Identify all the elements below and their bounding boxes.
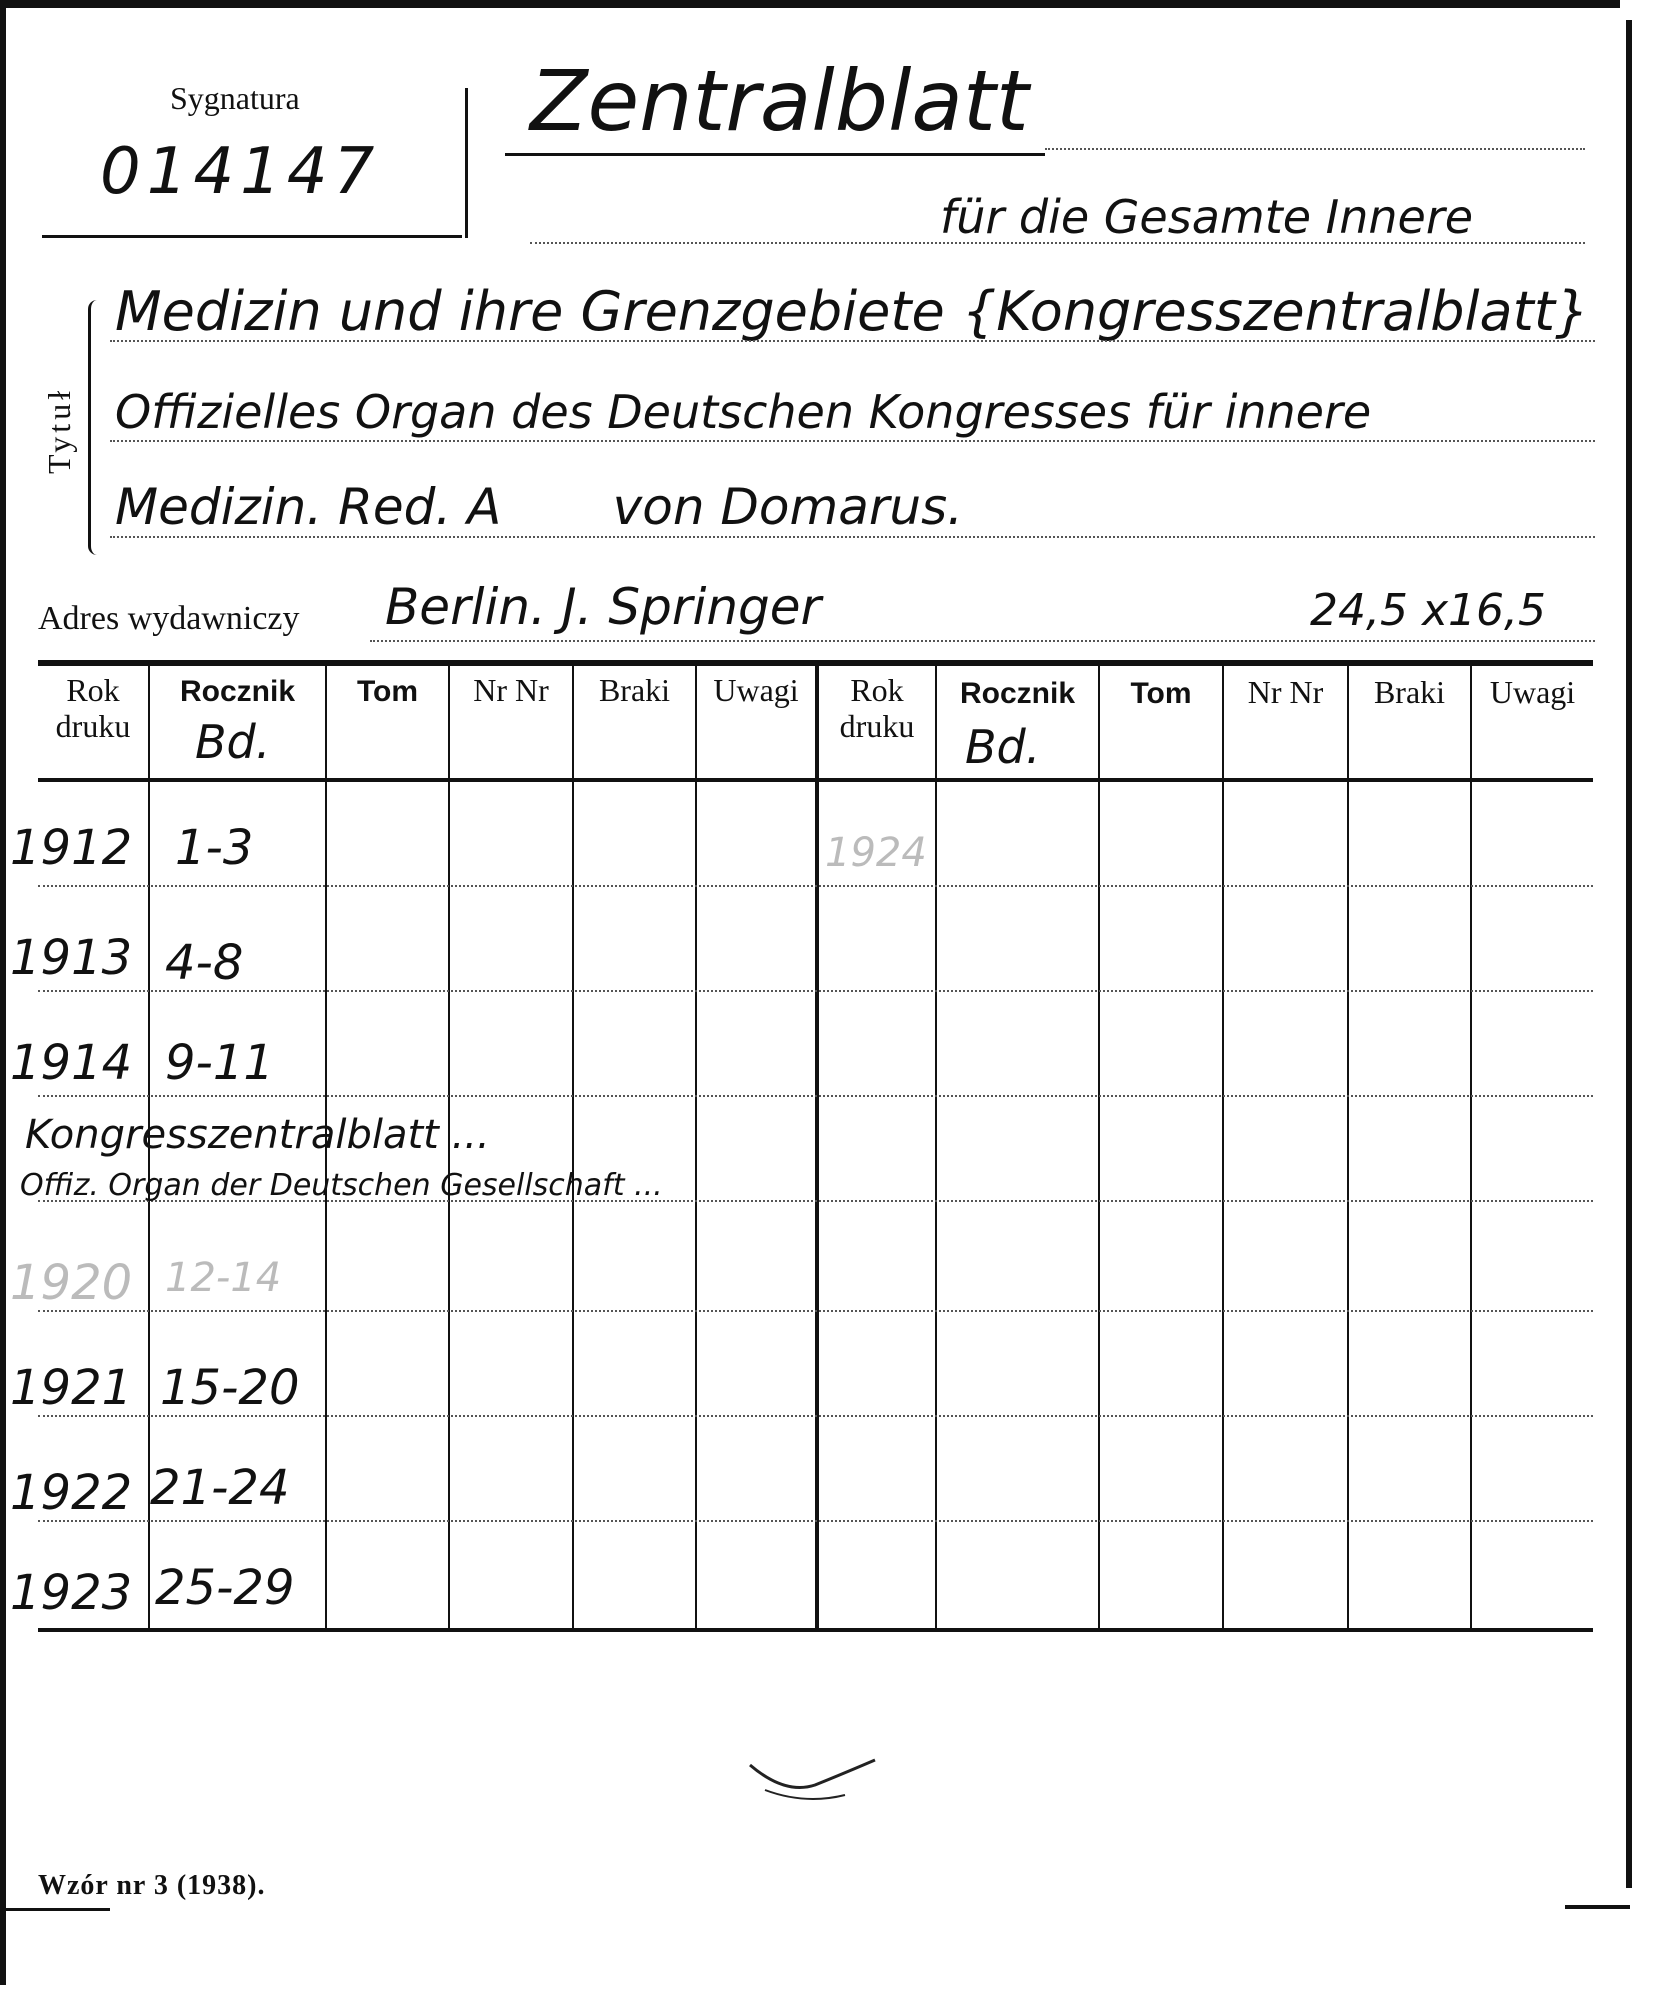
row-6-year: 1922 [10, 1465, 133, 1521]
row-3-year: 1914 [10, 1035, 133, 1091]
tytul-label: Tytuł [41, 386, 77, 474]
row-4-year: 1920 [10, 1255, 133, 1311]
row-1-year: 1912 [10, 820, 133, 876]
tytul-dotline-2 [110, 440, 1595, 442]
publisher-value: Berlin. J. Springer [385, 578, 822, 636]
header-rok-druku: Rok druku [55, 672, 131, 744]
col-line-center [815, 666, 819, 1628]
header-nrnr: Nr Nr [473, 672, 549, 708]
col-line-8 [1098, 666, 1100, 1628]
row-7-year: 1923 [10, 1565, 133, 1621]
header-bd-right: Bd. [965, 720, 1041, 774]
tytul-line-1: Medizin und ihre Grenzgebiete {Kongresszentralblatt} [115, 280, 1590, 343]
header-rocznik: Rocznik [179, 675, 296, 708]
col-line-7 [935, 666, 937, 1628]
title-line-2: für die Gesamte Innere [940, 190, 1474, 244]
tytul-line-2: Offizielles Organ des Deutschen Kongresses für innere [115, 385, 1372, 439]
footer-right-mark [1565, 1905, 1630, 1909]
title-dotline-2 [530, 242, 1585, 244]
header-uwagi: Uwagi [713, 672, 799, 708]
header-braki: Braki [598, 672, 671, 708]
col-line-4 [572, 666, 574, 1628]
card-left-border [0, 0, 6, 1985]
row-3-vol: 9-11 [165, 1035, 274, 1091]
header-tom: Tom [356, 675, 419, 708]
header-rocznik-right: Rocznik [959, 677, 1076, 710]
header-rok-druku-right: Rok druku [839, 672, 915, 744]
row-line-1 [38, 885, 1593, 887]
col-line-5 [695, 666, 697, 1628]
row-line-5 [38, 1310, 1593, 1312]
paraph-mark [745, 1755, 885, 1815]
row-line-7 [38, 1520, 1593, 1522]
row-5-year: 1921 [10, 1360, 133, 1416]
row-5-vol: 15-20 [160, 1360, 300, 1416]
row-4-vol: 12-14 [165, 1255, 282, 1301]
col-line-11 [1470, 666, 1472, 1628]
title-line-1: Zentralblatt [530, 52, 1029, 150]
header-uwagi-right: Uwagi [1489, 674, 1576, 710]
sygnatura-value: 014147 [100, 135, 381, 209]
row-7-vol: 25-29 [155, 1560, 295, 1616]
footer-left-mark [0, 1908, 110, 1911]
row-line-2 [38, 990, 1593, 992]
header-nrnr-right: Nr Nr [1247, 674, 1324, 710]
sygnatura-label: Sygnatura [170, 80, 300, 116]
header-braki-right: Braki [1373, 674, 1446, 710]
card-top-border [0, 0, 1620, 8]
row-2-year: 1913 [10, 930, 133, 986]
row-line-3 [38, 1095, 1593, 1097]
tytul-dotline-1 [110, 340, 1595, 342]
note-line-1: Kongresszentralblatt ... [25, 1112, 490, 1158]
card-right-border [1626, 20, 1632, 1888]
row-1-vol: 1-3 [175, 820, 254, 876]
header-tom-right: Tom [1130, 677, 1192, 710]
note-line-2: Offiz. Organ der Deutschen Gesellschaft ... [20, 1168, 663, 1203]
publisher-label: Adres wydawniczy [38, 600, 300, 637]
row-2-vol: 4-8 [165, 935, 244, 991]
publisher-format: 24,5 x16,5 [1310, 585, 1546, 636]
sygnatura-divider [465, 88, 468, 238]
header-bd: Bd. [195, 715, 271, 769]
col-line-9 [1222, 666, 1224, 1628]
tytul-dotline-3 [110, 536, 1595, 538]
sygnatura-underline [42, 235, 462, 238]
col-line-10 [1347, 666, 1349, 1628]
tytul-brace [88, 300, 97, 555]
row-6-vol: 21-24 [150, 1460, 290, 1516]
table-bottom-rule [38, 1628, 1593, 1632]
title-dotline-1 [1045, 148, 1585, 150]
right-row-1-year: 1924 [825, 830, 927, 876]
title-underline [505, 153, 1045, 156]
tytul-line-3: Medizin. Red. A von Domarus. [115, 478, 964, 536]
publisher-dotline [370, 640, 1595, 642]
form-label: Wzór nr 3 (1938). [38, 1870, 266, 1901]
